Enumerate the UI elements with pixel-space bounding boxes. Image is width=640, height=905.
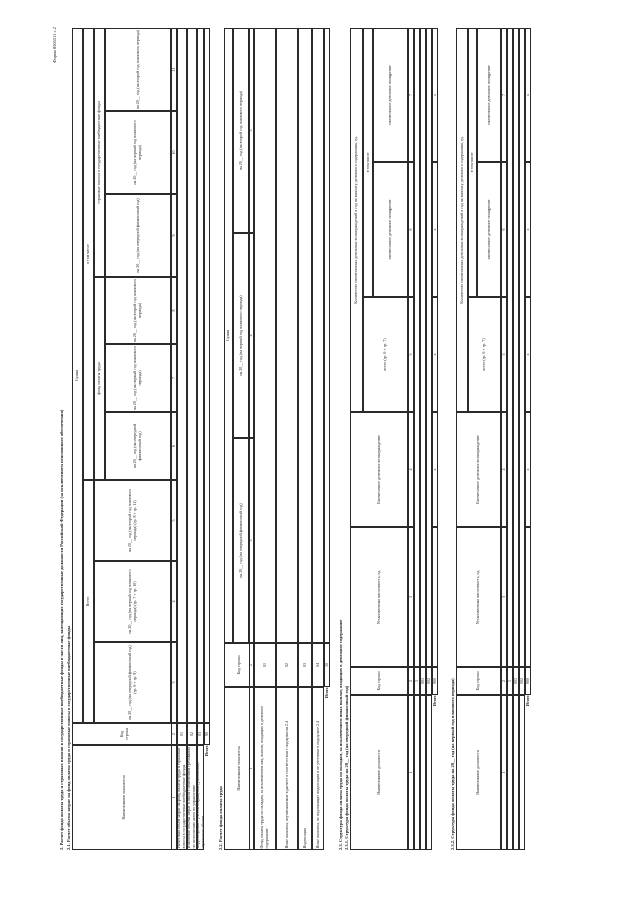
t21-num-10: 10 <box>171 111 177 194</box>
t22-row-2-name: Иные выплаты, неучитываемые в расчете в соответствии с подпунктом 2.4 <box>276 687 298 850</box>
t21-num-3: 3 <box>171 642 177 723</box>
t231-row-1-code: 1 <box>414 667 420 695</box>
t21-num-6: 6 <box>171 412 177 480</box>
t232-header-pos: Наименование должности <box>456 695 501 850</box>
t22-num-1: 1 <box>249 687 254 850</box>
t231-header-incl: в том числе <box>363 28 373 297</box>
t232-header-incl: в том числе <box>468 28 477 297</box>
t21-row-3-values[interactable] <box>197 28 204 723</box>
t21-col-7: на 20__ год (на первый год планового периода) <box>105 344 171 412</box>
t21-num-5: 5 <box>171 480 177 561</box>
t231-total-label: Итого <box>431 695 437 707</box>
t21-row-3-name: Корректировка с учетом сокращения (увеличения) первичного объема <box>197 745 204 850</box>
t21-header-name: Наименование показателя <box>72 745 177 850</box>
t232-total-code: 900 <box>525 667 531 695</box>
form-number: Форма 0505511 с.2 <box>52 26 57 63</box>
t21-total-label: Итого <box>203 745 209 757</box>
t231-num-2: 2 <box>408 667 414 695</box>
t22-row-4-code: 04 <box>312 643 324 687</box>
t231-num-1: 1 <box>408 695 414 850</box>
t21-col-9: на 20__ год (на очередной финансовый год) <box>105 194 171 277</box>
t231-total-x-2: x <box>432 297 438 412</box>
t232-num-3: 3 <box>501 527 507 667</box>
t232-row-1-code: 1 <box>507 667 513 695</box>
section-2-1-title: 2.1. Расчет объема затрат на фонд оплаты труда и страховые взносы в государственные внебюджетные фонды <box>66 625 71 850</box>
t21-row-1-name: Расчетный объем затрат на фонд оплаты труда и страховые взносы в государственные внебюджетные фонды <box>177 745 187 850</box>
t22-num-2: 2 <box>249 643 254 687</box>
t21-num-4: 4 <box>171 561 177 642</box>
t21-header-total: Всего <box>83 480 94 723</box>
t232-num-7: 7 <box>501 28 507 162</box>
t21-header-ins: страховые взносы в государственные внебюджетные фонды <box>94 28 105 277</box>
section-2-2-title: 2.2. Расчет фонда оплаты труда <box>218 786 223 850</box>
section-2-3-title: 2.3. Структура фонда оплаты труда по окладам, за исключением иных выплат, входящих в денежное содержание <box>338 619 343 850</box>
t231-header-c6: ежемесячное денежное поощрение <box>373 162 408 297</box>
t22-num-4: 4 <box>249 233 254 438</box>
t22-header-name: Наименование показателя <box>224 687 254 850</box>
t21-row-1-values[interactable] <box>177 28 187 723</box>
section-2-3-2-title: 2.3.2. Структура фонда оплаты труда на 20__ год (на первый год планового периода) <box>450 678 455 850</box>
t21-header-incl: в том числе <box>83 28 94 480</box>
t231-header-c7: ежемесячное денежное поощрение <box>373 28 408 162</box>
t21-row-2-name: Изменение объема затрат в связи с изменением требований по исполнению актов по управлению <box>187 745 197 850</box>
t22-row-3-name: Индексация <box>298 687 312 850</box>
t22-row-3-values[interactable] <box>298 28 312 643</box>
t232-total-staff[interactable] <box>525 527 531 667</box>
t22-row-4-name: Иные выплаты, не подлежащие индексации и не учтенные в подпункте 2.4 <box>312 687 324 850</box>
t231-total-x-4: x <box>432 28 438 162</box>
section-2-title: 2. Расчет фонда оплаты труда и страховых взносов в государственные внебюджетные фонды в части лиц, замещающих государственные должности Российской Федерации (за исключением пенсионного обеспечения) <box>59 409 64 850</box>
t231-header-staff: Установленная численность, ед. <box>350 527 408 667</box>
t22-col-3: на 20__ год (на очередной финансовый год) <box>233 438 249 643</box>
t22-total-values[interactable] <box>324 28 330 643</box>
t231-num-4: 4 <box>408 412 414 527</box>
t22-header-code: Код строки <box>224 643 254 687</box>
t21-col-11: на 20__ год (на второй год планового периода) <box>105 28 171 111</box>
t21-header-fot: фонд оплаты труда <box>94 277 105 480</box>
t22-row-1-values[interactable] <box>254 28 276 643</box>
t232-num-6: 6 <box>501 162 507 297</box>
t231-total-x-3: x <box>432 162 438 297</box>
t231-header-salary: Ежемесячное денежное вознаграждение <box>350 412 408 527</box>
t22-row-1-code: 01 <box>254 643 276 687</box>
t22-col-5: на 20__ год (на второй год планового периода) <box>233 28 249 233</box>
t232-header-c7: ежемесячное денежное поощрение <box>477 28 501 162</box>
t232-header-c6: ежемесячное денежное поощрение <box>477 162 501 297</box>
t21-num-8: 8 <box>171 277 177 344</box>
t21-header-sum: Сумма <box>72 28 83 723</box>
t231-total-code: 900 <box>432 667 438 695</box>
t231-row-3-code: 002 <box>426 667 432 695</box>
t232-total-x-1: x <box>525 412 531 527</box>
t231-total-x-1: x <box>432 412 438 527</box>
t231-row-2-code: 001 <box>420 667 426 695</box>
t21-header-code: Код строки <box>72 723 177 745</box>
t231-total-staff[interactable] <box>432 527 438 667</box>
t232-total-label: Итого <box>524 695 530 707</box>
t22-header-sum: Сумма <box>224 28 233 643</box>
t232-header-count: Количество ежемесячных денежных вознаграждений в год на выплату денежного содержания, ед. <box>456 28 468 412</box>
t22-row-1-name: Фонд оплаты труда по окладам, за исключением лиц, выплат, входящих в денежное содержание <box>254 687 276 850</box>
t22-total-label: Итого <box>323 687 329 699</box>
t231-num-6: 6 <box>408 162 414 297</box>
t21-num-2: 2 <box>171 723 177 745</box>
t21-total-values[interactable] <box>204 28 210 723</box>
t231-header-all: всего (гр. 6 + гр. 7) <box>363 297 408 412</box>
t21-num-11: 11 <box>171 28 177 111</box>
t21-num-9: 9 <box>171 194 177 277</box>
t22-num-5: 5 <box>249 28 254 233</box>
t232-num-4: 4 <box>501 412 507 527</box>
t231-header-code: Код строки <box>350 667 408 695</box>
t232-num-1: 1 <box>501 695 507 850</box>
t232-row-2-code: 001 <box>513 667 519 695</box>
t21-total-code: 90 <box>204 723 210 745</box>
t232-total-x-4: x <box>525 28 531 162</box>
t22-row-3-code: 03 <box>298 643 312 687</box>
t232-row-3-code: 002 <box>519 667 525 695</box>
t22-num-3: 3 <box>249 438 254 643</box>
t232-total-x-2: x <box>525 297 531 412</box>
t232-header-all: всего (гр. 6 + гр. 7) <box>468 297 501 412</box>
t232-total-x-3: x <box>525 162 531 297</box>
t232-header-salary: Ежемесячное денежное вознаграждение <box>456 412 501 527</box>
t21-col-8: на 20__ год (на второй год планового периода) <box>105 277 171 344</box>
t21-col-5: на 20__ год (на второй год планового периода) (гр. 8 + гр. 11) <box>94 480 171 561</box>
t21-row-1-code: 01 <box>177 723 187 745</box>
t21-col-4: на 20__ год (на первый год планового периода) (гр. 7 + гр. 10) <box>94 561 171 642</box>
t21-col-6: на 20__ год (на очередной финансовый год) <box>105 412 171 480</box>
t231-num-7: 7 <box>408 28 414 162</box>
t22-row-2-code: 02 <box>276 643 298 687</box>
t232-num-5: 5 <box>501 297 507 412</box>
t231-header-count: Количество ежемесячных денежных вознаграждений в год на выплату денежного содержания, ед. <box>350 28 363 412</box>
t22-row-2-values[interactable] <box>276 28 298 643</box>
t21-row-2-values[interactable] <box>187 28 197 723</box>
t231-num-3: 3 <box>408 527 414 667</box>
t232-num-2: 2 <box>501 667 507 695</box>
t22-total-code: 10 <box>324 643 330 687</box>
t22-row-4-values[interactable] <box>312 28 324 643</box>
t231-header-pos: Наименование должности <box>350 695 408 850</box>
t232-header-staff: Установленная численность, ед. <box>456 527 501 667</box>
t21-row-2-code: 02 <box>187 723 197 745</box>
t231-num-5: 5 <box>408 297 414 412</box>
t232-header-code: Код строки <box>456 667 501 695</box>
t21-col-3: на 20__ год (на очередной финансовый год) (гр. 6 + гр. 9) <box>94 642 171 723</box>
t22-col-4: на 20__ год (на первый год планового периода) <box>233 233 249 438</box>
section-2-3-1-title: 2.3.1. Структура фонда оплаты труда на 20__ год (на очередной финансовый год) <box>344 685 349 850</box>
t21-row-3-code: 03 <box>197 723 204 745</box>
t21-num-1: 1 <box>171 745 177 850</box>
t21-num-7: 7 <box>171 344 177 412</box>
t21-col-10: на 20__ год (на первый год планового периода) <box>105 111 171 194</box>
